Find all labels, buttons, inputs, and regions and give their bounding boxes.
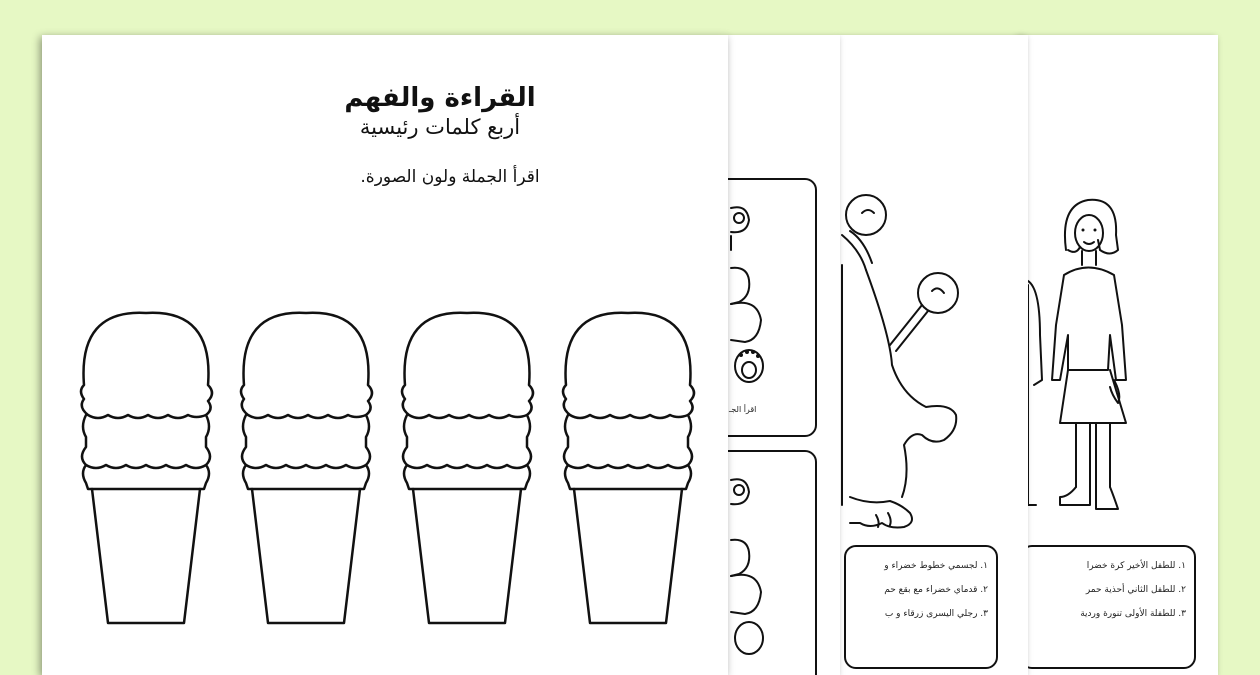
- picture-card-2: [727, 450, 817, 675]
- teddy-bear-illustration: [727, 180, 815, 435]
- worksheet-subtitle: أربع كلمات رئيسية: [359, 115, 521, 139]
- question-box-4: [1020, 545, 1196, 669]
- monster-illustration: [840, 35, 1028, 555]
- worksheet-page-2: [727, 35, 840, 675]
- question-item: ٢. قدماي خضراء مع بقع حم: [884, 585, 988, 595]
- worksheet-title: القراءة والفهم: [344, 83, 536, 113]
- children-illustration: [1018, 35, 1218, 555]
- picture-card-1: [727, 178, 817, 437]
- ice-cream-cone-4: [558, 311, 698, 631]
- question-item: ٣. رجلي اليسرى زرقاء و ب: [884, 609, 988, 619]
- card-caption: اقرأ الجـ: [729, 405, 757, 414]
- ice-cream-cone-3: [397, 311, 537, 631]
- worksheet-page-1: [42, 35, 728, 675]
- ice-cream-cone-2: [236, 311, 376, 631]
- question-item: ٣. للطفلة الأولى تنورة وردية: [1080, 609, 1186, 619]
- question-item: ٢. للطفل الثاني أحذية حمر: [1085, 585, 1186, 595]
- teddy-bear-illustration: [727, 452, 815, 672]
- ice-cream-cone-1: [76, 311, 216, 631]
- question-box-3: [844, 545, 998, 669]
- worksheet-instruction: اقرأ الجملة ولون الصورة.: [360, 167, 540, 187]
- worksheet-page-3: [840, 35, 1028, 675]
- worksheet-page-4: [1018, 35, 1218, 675]
- question-item: ١. للطفل الأخير كرة خضرا: [1086, 561, 1186, 571]
- question-item: ١. لجسمي خطوط خضراء و: [884, 561, 988, 571]
